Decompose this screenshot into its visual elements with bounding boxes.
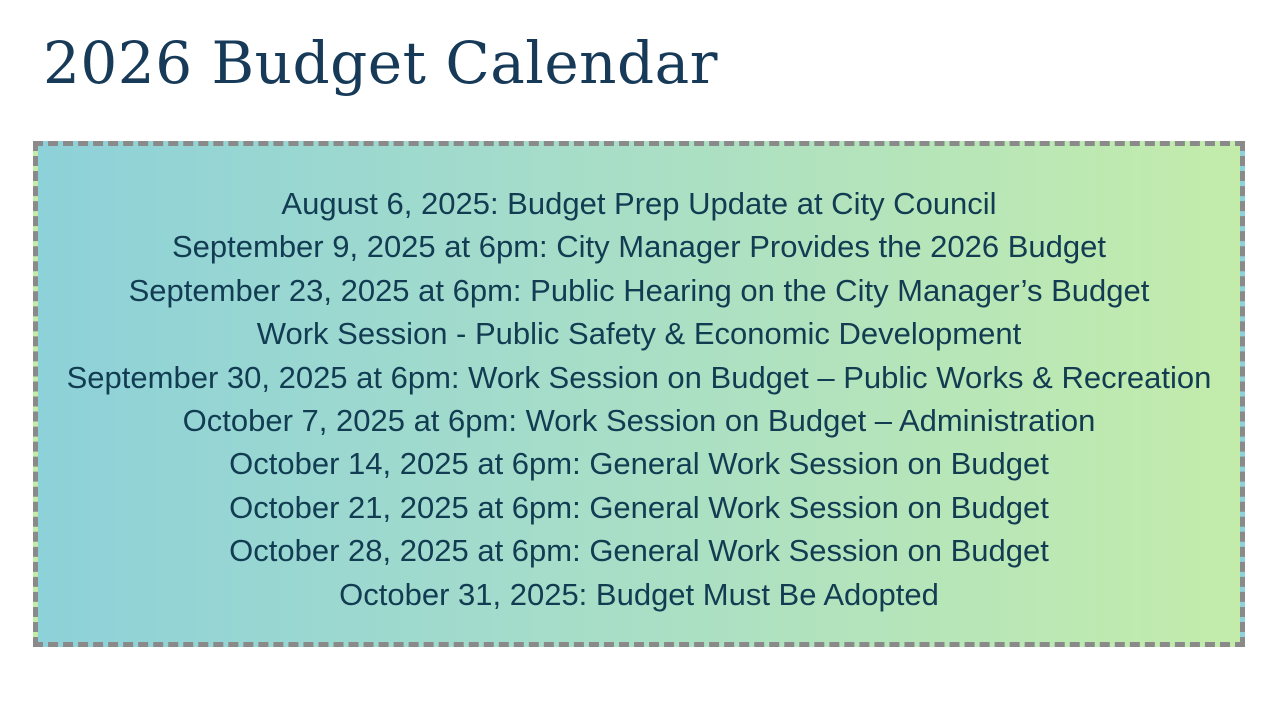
calendar-event: September 9, 2025 at 6pm: City Manager Provides the 2026 Budget <box>171 229 1106 265</box>
event-list <box>38 182 1240 616</box>
page-title: 2026 Budget Calendar <box>43 29 718 97</box>
calendar-event: Work Session - Public Safety & Economic Development <box>256 316 1022 352</box>
calendar-event: September 30, 2025 at 6pm: Work Session on Budget – Public Works & Recreation <box>66 359 1212 395</box>
calendar-event: October 7, 2025 at 6pm: Work Session on Budget – Administration <box>182 403 1096 439</box>
calendar-event: October 28, 2025 at 6pm: General Work Session on Budget <box>229 533 1049 569</box>
calendar-event: October 31, 2025: Budget Must Be Adopted <box>339 576 939 612</box>
calendar-event: October 14, 2025 at 6pm: General Work Session on Budget <box>229 446 1049 482</box>
calendar-event: October 21, 2025 at 6pm: General Work Session on Budget <box>229 489 1049 525</box>
budget-calendar-box <box>33 141 1245 647</box>
calendar-event: August 6, 2025: Budget Prep Update at City Council <box>281 186 997 221</box>
calendar-event: September 23, 2025 at 6pm: Public Hearing on the City Manager’s Budget <box>128 272 1150 308</box>
